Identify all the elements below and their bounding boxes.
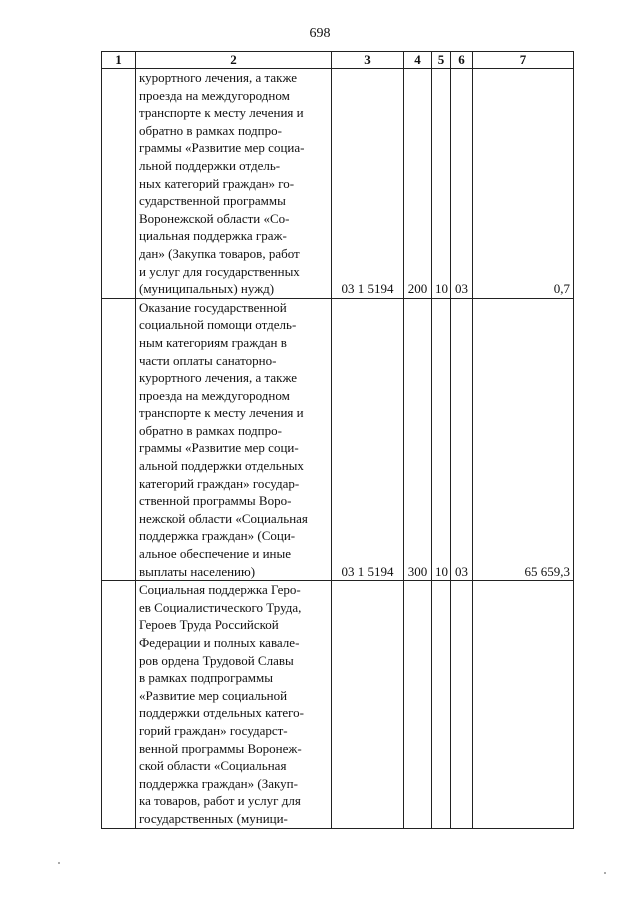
amount-cell: 0,7 xyxy=(473,69,574,299)
row-number-cell xyxy=(102,69,136,299)
header-col-6: 6 xyxy=(451,52,473,69)
table-row xyxy=(102,298,574,581)
target-code-cell: 03 1 5194 xyxy=(332,69,404,299)
expense-type-cell: 300 xyxy=(404,298,432,581)
section-cell: 10 xyxy=(432,69,451,299)
scan-speck xyxy=(58,862,60,864)
budget-table xyxy=(101,51,574,829)
header-col-1: 1 xyxy=(102,52,136,69)
scan-speck xyxy=(604,872,606,874)
amount-cell: 65 659,3 xyxy=(473,298,574,581)
target-code-cell xyxy=(332,581,404,828)
header-col-3: 3 xyxy=(332,52,404,69)
expense-type-cell xyxy=(404,581,432,828)
subsection-cell: 03 xyxy=(451,69,473,299)
row-number-cell xyxy=(102,581,136,828)
table-row xyxy=(102,581,574,828)
expense-type-cell: 200 xyxy=(404,69,432,299)
section-cell xyxy=(432,581,451,828)
header-col-7: 7 xyxy=(473,52,574,69)
subsection-cell xyxy=(451,581,473,828)
subsection-cell: 03 xyxy=(451,298,473,581)
header-col-4: 4 xyxy=(404,52,432,69)
description-cell: Оказание государственной социальной помощи отдель- ным категориям граждан в части оплаты санаторно- курортного лечения, а также проезда на междугородном транспорте к месту лечения и обратно в рамках подпро- граммы «Развитие мер соци- альной поддержки отдельных категорий граждан» государ- ственной программы Воро- нежской области «Социальная поддержка граждан» (Соци- альное обеспечение и иные выплаты населению) xyxy=(136,298,332,581)
amount-cell xyxy=(473,581,574,828)
description-cell: Социальная поддержка Геро- ев Социалистического Труда, Героев Труда Российской Федерации и полных кавале- ров ордена Трудовой Славы в рамках подпрограммы «Развитие мер социальной поддержки отдельных катего- горий граждан» государст- венной программы Воронеж- ской области «Социальная поддержка граждан» (Закуп- ка товаров, работ и услуг для государственных (муници- xyxy=(136,581,332,828)
page-number: 698 xyxy=(309,26,331,41)
table-header-row xyxy=(102,52,574,69)
row-number-cell xyxy=(102,298,136,581)
description-cell: курортного лечения, а также проезда на междугородном транспорте к месту лечения и обратно в рамках подпро- граммы «Развитие мер социа- льной поддержки отдель- ных категорий граждан» го- сударственной программы Воронежской области «Со- циальная поддержка граж- дан» (Закупка товаров, работ и услуг для государственных (муниципальных) нужд) xyxy=(136,69,332,299)
table-row xyxy=(102,69,574,299)
header-col-2: 2 xyxy=(136,52,332,69)
section-cell: 10 xyxy=(432,298,451,581)
header-col-5: 5 xyxy=(432,52,451,69)
target-code-cell: 03 1 5194 xyxy=(332,298,404,581)
